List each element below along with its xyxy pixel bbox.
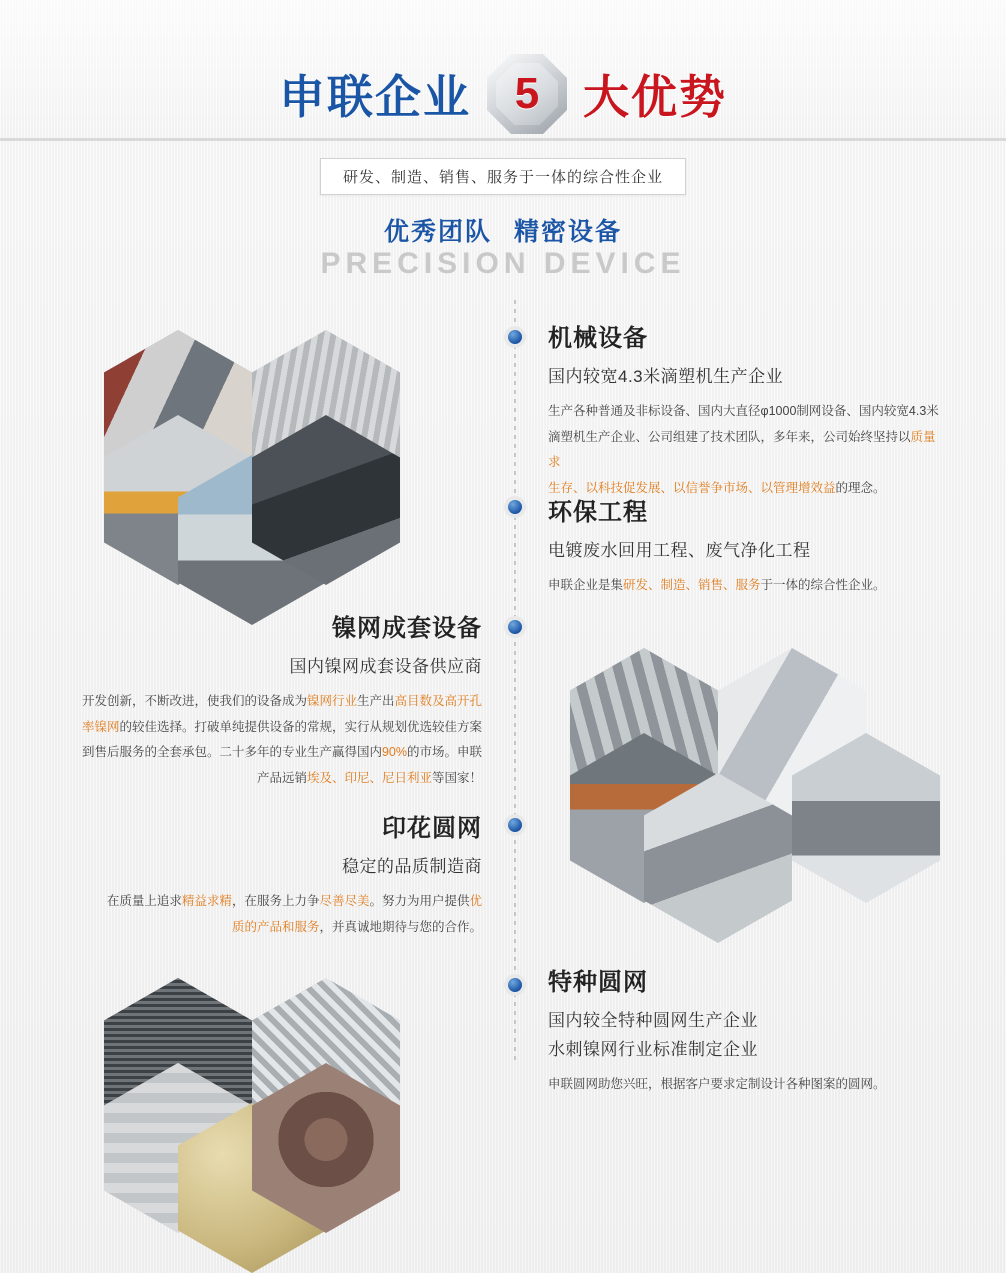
spine-dot-4 (508, 818, 522, 832)
machinery-body-line2: 滴塑机生产企业、公司组建了技术团队，多年来，公司始终坚持以 (548, 429, 911, 444)
timeline-spine (514, 300, 516, 1060)
badge-number: 5 (514, 69, 540, 118)
nickel-body-line4: 到售后服务的全套承包。二十多年的专业生产赢得国内 (81, 745, 382, 760)
nickel-body-line3: 的较佳选择。打破单纯提供设备的常规，实行从规划优选较佳方案 (119, 719, 482, 734)
spine-dot-1 (508, 330, 522, 344)
block-special-subheading-2: 水刺镍网行业标准制定企业 (548, 1040, 758, 1059)
block-nickel-body (10, 689, 482, 792)
machinery-body-line3: 的理念。 (835, 480, 886, 495)
block-printing-body (10, 889, 482, 940)
environmental-body-hl1: 研发、制造、销售、服务 (623, 578, 761, 592)
printing-body-line3: 。努力为用户提供 (369, 894, 470, 908)
environmental-body-line2: 于一体的综合性企业。 (760, 578, 886, 592)
special-body-line1: 申联圆网助您兴旺，根据客户要求定制设计各种图案的圆网。 (548, 1077, 886, 1091)
header-title-right: 大优势 (583, 71, 727, 123)
nickel-body-line1: 开发创新，不断改进，使我们的设备成为 (81, 694, 307, 708)
printing-body-line1: 在质量上追求 (106, 894, 182, 908)
block-special-heading: 特种圆网 (548, 969, 648, 996)
block-environmental (548, 492, 948, 599)
block-nickel-mesh-equipment (10, 608, 482, 792)
header-title-left: 申联企业 (279, 71, 471, 123)
block-special-body (548, 1072, 968, 1098)
nickel-body-hl2: 高目数及高开孔 (394, 694, 482, 708)
section-title (0, 212, 1006, 248)
environmental-body-line1: 申联企业是集 (548, 578, 624, 592)
block-printing-heading: 印花圆网 (382, 815, 482, 842)
printing-body-hl1: 精益求精 (181, 894, 232, 908)
block-environmental-heading: 环保工程 (548, 499, 648, 526)
machinery-body-line1: 生产各种普通及非标设备、国内大直径φ1000制网设备、国内较宽4.3米 (548, 404, 939, 418)
block-special-subheading-1: 国内较全特种圆网生产企业 (548, 1011, 758, 1030)
nickel-body-hl4: 90% (381, 745, 407, 760)
nickel-body-hl3: 率镍网 (81, 719, 120, 734)
block-machinery-subheading: 国内较宽4.3米滴塑机生产企业 (548, 367, 784, 386)
section-subtitle-en: PRECISION DEVICE (320, 247, 686, 280)
section-title-part2: 精密设备 (514, 218, 623, 246)
block-environmental-body (548, 573, 948, 599)
printing-body-line4: ，并真诚地期待与您的合作。 (319, 919, 482, 934)
block-machinery (548, 318, 948, 502)
printing-body-hl2: 尽善尽美 (319, 894, 370, 908)
machinery-body-hl1: 质量求 (548, 429, 936, 470)
block-printing-subheading: 稳定的品质制造商 (342, 857, 482, 876)
block-nickel-heading: 镍网成套设备 (332, 615, 482, 642)
block-machinery-heading: 机械设备 (548, 325, 648, 352)
advantage-badge (479, 48, 575, 140)
sub-banner: 研发、制造、销售、服务于一体的综合性企业 (320, 158, 686, 195)
spine-dot-5 (508, 978, 522, 992)
header-title-row (0, 48, 1006, 140)
section-title-part1: 优秀团队 (383, 218, 492, 246)
nickel-body-line7: 等国家！ (431, 770, 482, 785)
nickel-body-hl1: 镍网行业 (306, 694, 357, 708)
nickel-body-line5: 的市场。申联 (406, 745, 482, 760)
nickel-body-line6: 产品远销 (256, 770, 307, 785)
block-special-rotary-screen (548, 962, 968, 1098)
printing-body-hl4: 质的产品和服务 (231, 919, 320, 934)
block-printing-rotary-screen (10, 808, 482, 940)
nickel-body-hl5: 埃及、印尼、尼日利亚 (306, 770, 432, 785)
printing-body-line2: ，在服务上力争 (231, 894, 320, 908)
page-header (0, 0, 1006, 141)
spine-dot-3 (508, 620, 522, 634)
printing-body-hl3: 优 (469, 894, 482, 908)
machinery-body-hl2: 生存、以科技促发展、以信誉争市场、以管理增效益 (548, 480, 836, 495)
block-environmental-subheading: 电镀废水回用工程、废气净化工程 (548, 541, 811, 560)
nickel-body-line2: 生产出 (356, 694, 395, 708)
block-machinery-body (548, 399, 948, 502)
block-nickel-subheading: 国内镍网成套设备供应商 (289, 657, 482, 676)
spine-dot-2 (508, 500, 522, 514)
